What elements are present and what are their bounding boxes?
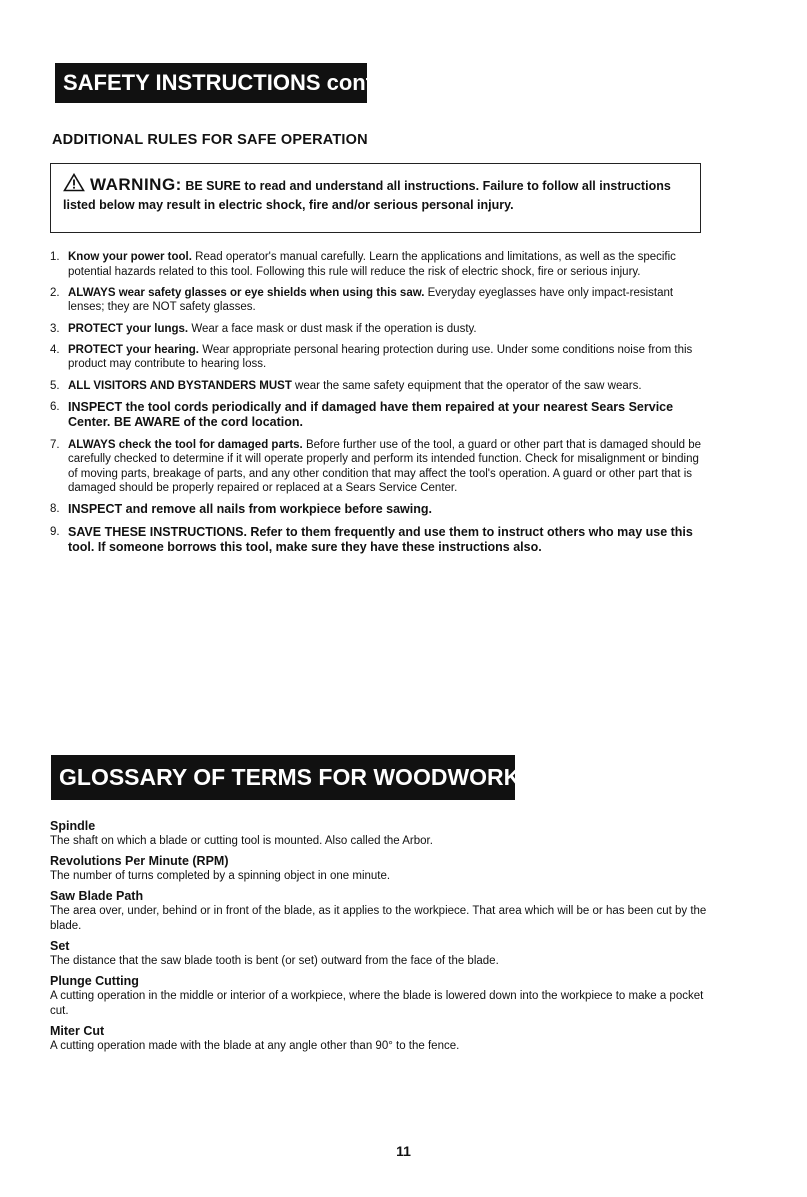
rule-item	[50, 502, 702, 518]
term-name: Miter Cut	[50, 1024, 105, 1038]
safety-instructions-banner: SAFETY INSTRUCTIONS cont.	[55, 63, 367, 103]
rule-detail: Wear a face mask or dust mask if the operation is dusty.	[191, 322, 477, 335]
rule-text	[68, 343, 702, 372]
rule-number: 8.	[50, 503, 60, 516]
rule-detail: wear the same safety equipment that the operator of the saw wears.	[295, 379, 642, 392]
term-definition: The shaft on which a blade or cutting tool is mounted. Also called the Arbor.	[50, 835, 433, 847]
rule-text	[68, 379, 702, 394]
warning-triangle-icon	[63, 173, 85, 197]
rule-item	[50, 322, 702, 337]
glossary-term	[50, 818, 710, 849]
rule-text	[68, 502, 702, 518]
term-name: Saw Blade Path	[50, 889, 144, 903]
rule-number: 5.	[50, 379, 60, 392]
rule-number: 9.	[50, 525, 60, 538]
term-definition: A cutting operation made with the blade at any angle other than 90° to the fence.	[50, 1040, 460, 1052]
glossary-banner: GLOSSARY OF TERMS FOR WOODWORKING	[51, 755, 515, 800]
rule-item	[50, 286, 702, 315]
term-definition: The area over, under, behind or in front of the blade, as it applies to the workpiece. That area which will be or has been cut by the blade.	[50, 905, 707, 932]
rule-text	[68, 322, 702, 337]
warning-text: BE SURE to read and understand all instructions. Failure to follow all instructions listed below may result in electric shock, fire and/or serious personal injury.	[63, 179, 671, 212]
rule-number: 7.	[50, 438, 60, 451]
rule-text	[68, 438, 702, 496]
rule-emphasis: ALWAYS check the tool for damaged parts.	[68, 438, 303, 451]
rule-text	[68, 250, 702, 279]
rule-detail: Wear appropriate personal hearing protection during use. Under some conditions noise from this product may contribute to hearing loss.	[68, 343, 693, 371]
rule-number: 4.	[50, 343, 60, 356]
term-definition: The distance that the saw blade tooth is bent (or set) outward from the face of the blade.	[50, 955, 499, 967]
rule-item	[50, 438, 702, 496]
rule-item	[50, 379, 702, 394]
warning-box	[50, 163, 701, 233]
glossary-term	[50, 1023, 710, 1054]
rule-detail: Read operator's manual carefully. Learn the applications and limitations, as well as the specific potential hazards related to this tool. Following this rule will reduce the risk of electric shock, fire or serious injury.	[68, 251, 676, 278]
rule-number: 3.	[50, 322, 60, 335]
rule-text	[68, 400, 702, 431]
rule-emphasis: INSPECT the tool cords periodically and if damaged have them repaired at your nearest Sears Service Center. BE AWARE of the cord location.	[68, 399, 674, 430]
rule-number: 1.	[50, 251, 60, 263]
term-name: Plunge Cutting	[50, 974, 139, 988]
rule-item	[50, 525, 702, 556]
term-name: Spindle	[50, 819, 96, 833]
safety-rules-list	[50, 250, 702, 562]
rule-emphasis: Know your power tool.	[68, 251, 192, 263]
rule-detail: Everyday eyeglasses have only impact-resistant lenses; they are NOT safety glasses.	[68, 286, 674, 314]
rule-text	[68, 286, 702, 315]
rule-emphasis: PROTECT your hearing.	[68, 343, 199, 356]
rule-number: 6.	[50, 400, 60, 413]
rules-heading: ADDITIONAL RULES FOR SAFE OPERATION	[52, 132, 368, 148]
rule-emphasis: SAVE THESE INSTRUCTIONS. Refer to them frequently and use them to instruct others who may use this tool. If someone borrows this tool, make sure they have these instructions also.	[68, 524, 693, 555]
term-name: Revolutions Per Minute (RPM)	[50, 854, 229, 868]
rule-number: 2.	[50, 286, 60, 299]
rule-emphasis: PROTECT your lungs.	[68, 322, 189, 335]
rule-item	[50, 250, 702, 279]
glossary-term	[50, 888, 710, 934]
page-number: 11	[396, 1143, 411, 1159]
glossary-term	[50, 853, 710, 884]
glossary-list	[50, 818, 710, 1058]
rule-item	[50, 343, 702, 372]
rule-emphasis: ALWAYS wear safety glasses or eye shields when using this saw.	[68, 286, 425, 299]
warning-title: WARNING:	[90, 175, 182, 194]
rule-text	[68, 525, 702, 556]
rule-item	[50, 400, 702, 431]
glossary-term	[50, 938, 710, 969]
term-definition: The number of turns completed by a spinning object in one minute.	[50, 870, 391, 882]
rule-emphasis: INSPECT and remove all nails from workpiece before sawing.	[68, 502, 432, 517]
term-definition: A cutting operation in the middle or interior of a workpiece, where the blade is lowered down into the workpiece to make a pocket cut.	[50, 990, 704, 1017]
rule-emphasis: ALL VISITORS AND BYSTANDERS MUST	[68, 379, 292, 392]
rule-detail: Before further use of the tool, a guard or other part that is damaged should be carefully checked to determine if it will operate properly and perform its intended function. Check for misalignment or binding of moving parts, breakage of parts, and any other condition that may affect the tool's operation. A guard or other part that is damaged should be properly repaired or replaced at a Sears Service Center.	[68, 438, 702, 495]
term-name: Set	[50, 939, 70, 953]
glossary-term	[50, 973, 710, 1019]
